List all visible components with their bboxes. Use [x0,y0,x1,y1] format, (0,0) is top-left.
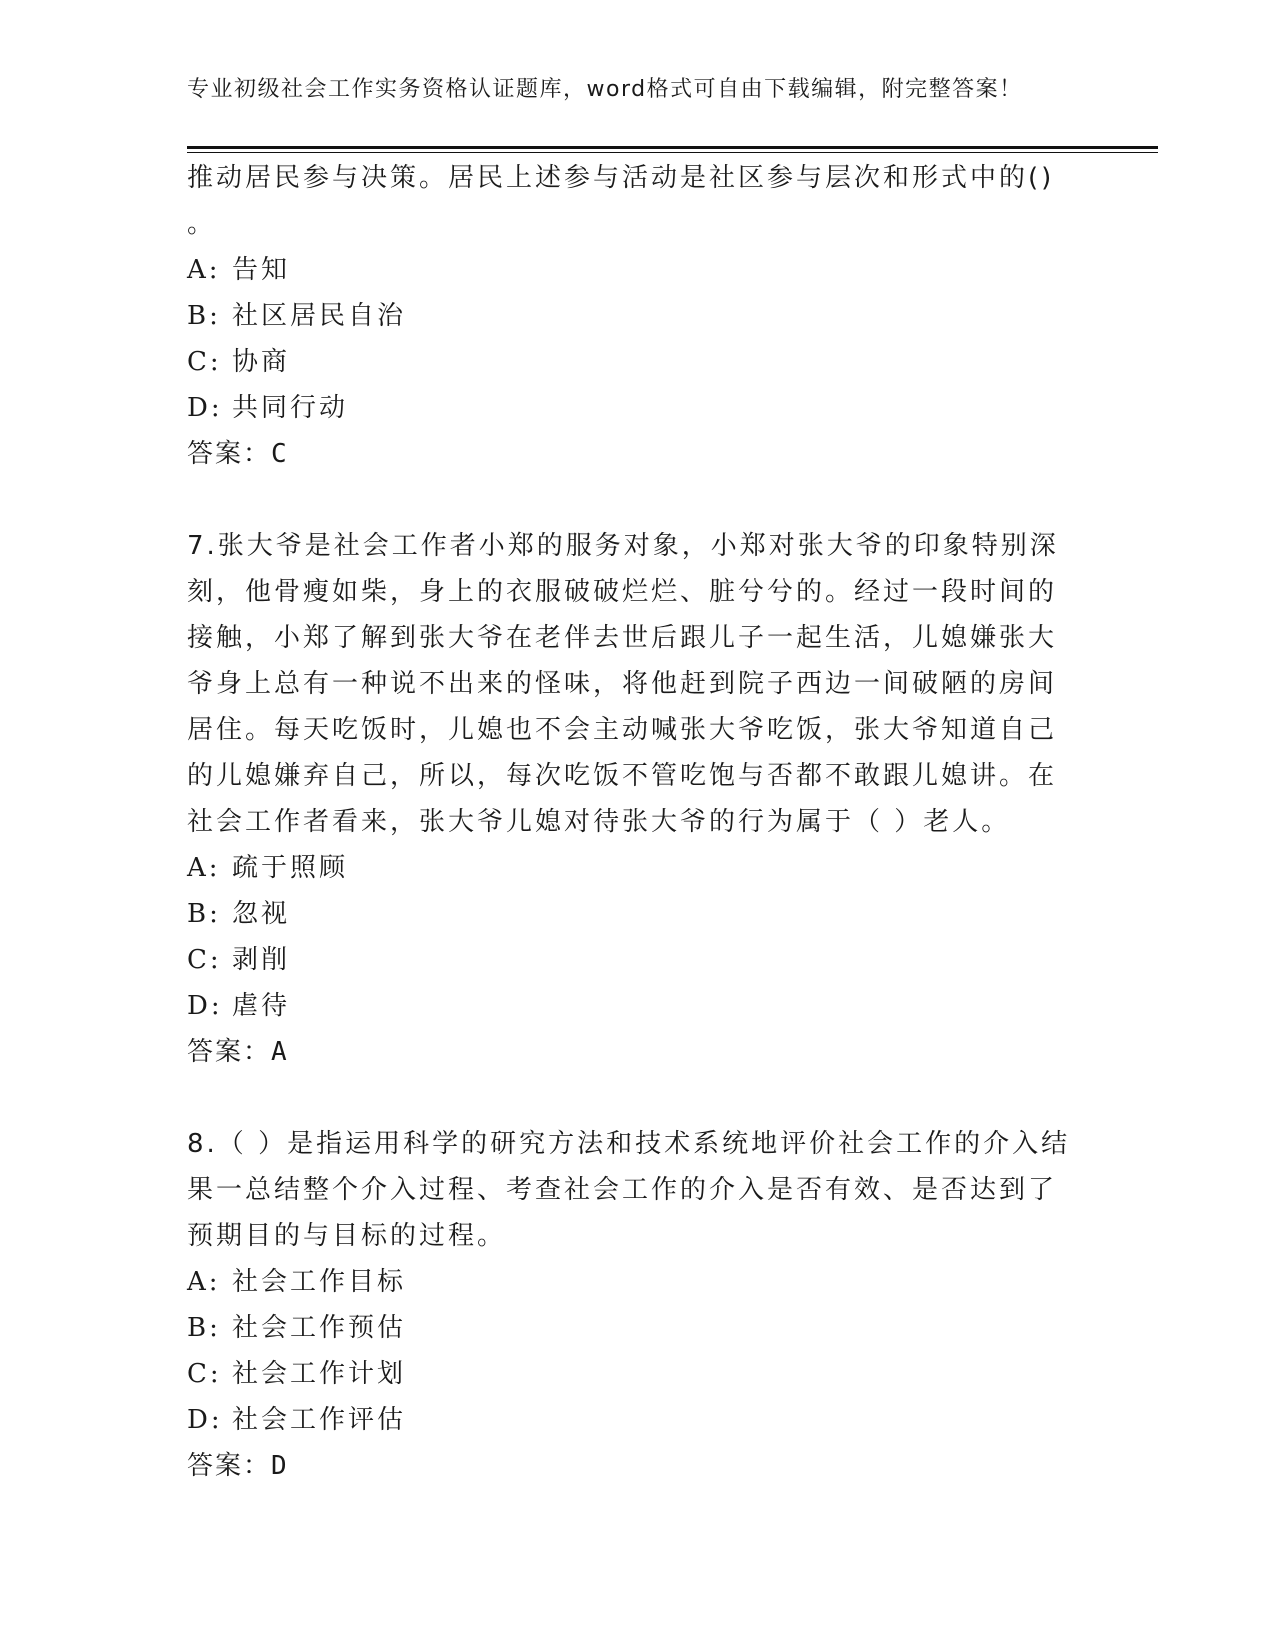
question-7-text-line: 7.张大爷是社会工作者小郑的服务对象，小郑对张大爷的印象特别深 [187,531,1059,561]
option-letter: C: [187,1359,222,1389]
question-6-text-line-2: 。 [187,209,217,239]
question-7-option-b [187,891,1087,937]
question-7-text-line: 爷身上总有一种说不出来的怪味，将他赶到院子西边一间破陋的房间 [187,669,1058,699]
option-text: 疏于照顾 [232,853,349,883]
header-rule-thin [187,152,1158,153]
option-text: 社区居民自治 [232,301,407,331]
question-8-option-c [187,1351,1087,1397]
option-letter: D: [187,393,223,423]
option-text: 社会工作预估 [232,1313,407,1343]
question-7-option-d [187,983,1087,1029]
answer-value: A [271,1037,289,1067]
option-text: 忽视 [232,899,291,929]
spacer [187,477,1087,523]
question-content [187,155,1087,1489]
option-letter: C: [187,347,222,377]
option-letter: B: [187,301,221,331]
question-8-option-a [187,1259,1087,1305]
question-7 [187,523,1087,1075]
option-letter: D: [187,1405,223,1435]
answer-label: 答案： [187,1451,272,1481]
question-8-answer [187,1443,1087,1489]
option-text: 社会工作计划 [232,1359,407,1389]
question-7-answer [187,1029,1087,1075]
option-text: 告知 [232,255,291,285]
question-8-option-d [187,1397,1087,1443]
option-letter: D: [187,991,223,1021]
option-text: 共同行动 [232,393,349,423]
question-7-text-line: 居住。每天吃饭时，儿媳也不会主动喊张大爷吃饭，张大爷知道自己 [187,715,1058,745]
option-letter: C: [187,945,222,975]
option-letter: A: [187,1267,221,1297]
spacer [187,1075,1087,1121]
question-8-text-line: 果一总结整个介入过程、考查社会工作的介入是否有效、是否达到了 [187,1175,1058,1205]
option-text: 剥削 [232,945,291,975]
answer-value: C [271,439,289,469]
option-letter: B: [187,1313,221,1343]
answer-value: D [271,1451,289,1481]
question-6-option-b [187,293,1087,339]
option-letter: A: [187,255,221,285]
question-7-text-line: 社会工作者看来，张大爷儿媳对待张大爷的行为属于（ ）老人。 [187,807,1011,837]
answer-label: 答案： [187,1037,272,1067]
option-letter: B: [187,899,221,929]
question-6-option-c [187,339,1087,385]
question-6-answer [187,431,1087,477]
question-8-text-line: 8.（ ）是指运用科学的研究方法和技术系统地评价社会工作的介入结 [187,1129,1071,1159]
option-text: 协商 [232,347,291,377]
option-letter: A: [187,853,221,883]
question-7-text-line: 接触，小郑了解到张大爷在老伴去世后跟儿子一起生活，儿媳嫌张大 [187,623,1058,653]
question-8-text-line: 预期目的与目标的过程。 [187,1221,507,1251]
question-7-option-c [187,937,1087,983]
option-text: 社会工作评估 [232,1405,407,1435]
question-7-text-line: 刻，他骨瘦如柴，身上的衣服破破烂烂、脏兮兮的。经过一段时间的 [187,577,1058,607]
question-6-text-line-1: 推动居民参与决策。居民上述参与活动是社区参与层次和形式中的() [187,163,1055,193]
question-6-option-a [187,247,1087,293]
page-header: 专业初级社会工作实务资格认证题库，word格式可自由下载编辑，附完整答案！ [187,77,1023,102]
question-7-text-line: 的儿媳嫌弃自己，所以，每次吃饭不管吃饱与否都不敢跟儿媳讲。在 [187,761,1058,791]
question-8-option-b [187,1305,1087,1351]
option-text: 虐待 [232,991,291,1021]
answer-label: 答案： [187,439,272,469]
option-text: 社会工作目标 [232,1267,407,1297]
question-8 [187,1121,1087,1489]
question-7-option-a [187,845,1087,891]
question-6 [187,155,1087,477]
header-rule-thick [187,146,1158,149]
question-6-option-d [187,385,1087,431]
